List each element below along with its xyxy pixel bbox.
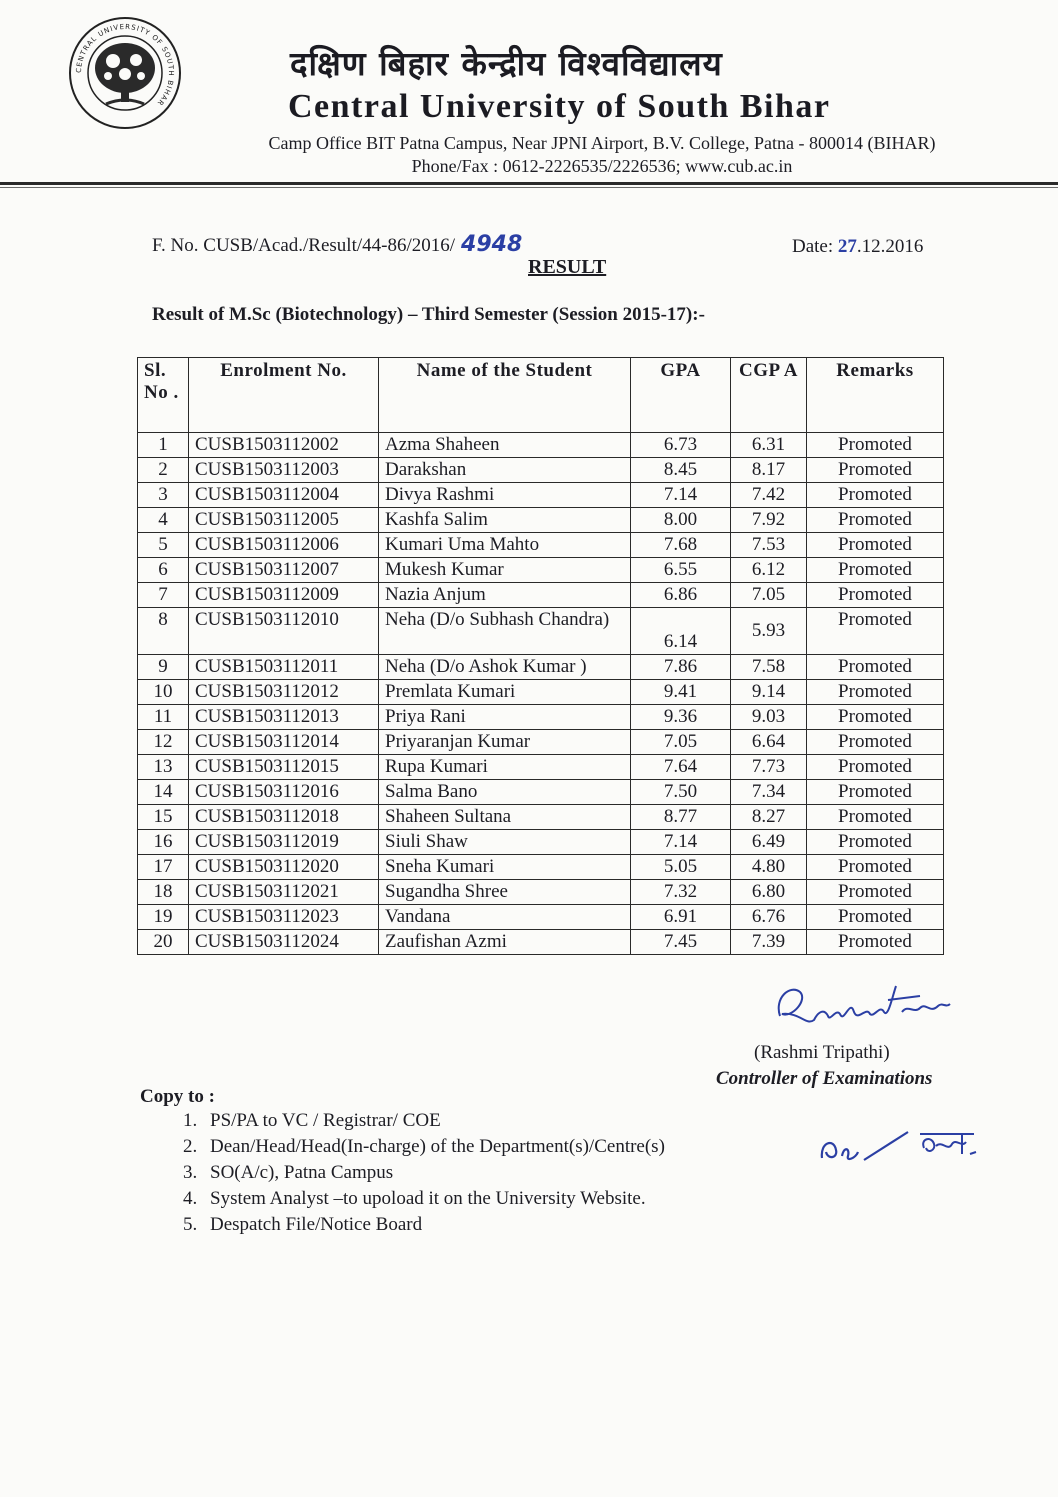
cell-enrolment: CUSB1503112005 — [189, 508, 379, 533]
cell-remarks: Promoted — [807, 533, 944, 558]
cell-name: Sugandha Shree — [379, 880, 631, 905]
header-divider-thin — [0, 187, 1058, 188]
cell-remarks: Promoted — [807, 458, 944, 483]
cell-name: Vandana — [379, 905, 631, 930]
list-item: 1. PS/PA to VC / Registrar/ COE — [202, 1108, 665, 1134]
header-sl-no: Sl. No . — [138, 358, 189, 433]
file-number-prefix: F. No. CUSB/Acad./Result/44-86/2016/ — [152, 235, 456, 256]
cell-gpa: 6.55 — [631, 558, 731, 583]
cell-enrolment: CUSB1503112010 — [189, 608, 379, 655]
copy-to-list — [160, 1108, 665, 1238]
cell-cgpa: 9.03 — [731, 705, 807, 730]
cell-enrolment: CUSB1503112021 — [189, 880, 379, 905]
cell-remarks: Promoted — [807, 433, 944, 458]
table-row — [138, 655, 944, 680]
cell-remarks: Promoted — [807, 930, 944, 955]
header-remarks: Remarks — [807, 358, 944, 433]
cell-remarks: Promoted — [807, 880, 944, 905]
cell-remarks: Promoted — [807, 508, 944, 533]
table-row — [138, 558, 944, 583]
cell-gpa: 5.05 — [631, 855, 731, 880]
cell-gpa: 7.14 — [631, 483, 731, 508]
table-row — [138, 880, 944, 905]
cell-gpa: 7.14 — [631, 830, 731, 855]
cell-remarks: Promoted — [807, 680, 944, 705]
handwritten-initials — [816, 1118, 986, 1178]
cell-cgpa: 6.80 — [731, 880, 807, 905]
table-row — [138, 483, 944, 508]
cell-enrolment: CUSB1503112014 — [189, 730, 379, 755]
cell-enrolment: CUSB1503112011 — [189, 655, 379, 680]
list-item: 3. SO(A/c), Patna Campus — [202, 1160, 665, 1186]
cell-sl: 7 — [138, 583, 189, 608]
cell-remarks: Promoted — [807, 583, 944, 608]
cell-cgpa: 7.34 — [731, 780, 807, 805]
cell-enrolment: CUSB1503112013 — [189, 705, 379, 730]
cell-cgpa: 6.31 — [731, 433, 807, 458]
cell-cgpa: 6.64 — [731, 730, 807, 755]
cell-name: Divya Rashmi — [379, 483, 631, 508]
cell-enrolment: CUSB1503112018 — [189, 805, 379, 830]
file-number-handwritten: 4948 — [461, 232, 523, 257]
cell-cgpa: 6.49 — [731, 830, 807, 855]
header-enrolment: Enrolment No. — [189, 358, 379, 433]
cell-cgpa: 7.05 — [731, 583, 807, 608]
cell-cgpa: 8.17 — [731, 458, 807, 483]
cell-enrolment: CUSB1503112012 — [189, 680, 379, 705]
cell-sl: 1 — [138, 433, 189, 458]
cell-remarks: Promoted — [807, 905, 944, 930]
cell-sl: 6 — [138, 558, 189, 583]
cell-name: Azma Shaheen — [379, 433, 631, 458]
list-item: 5. Despatch File/Notice Board — [202, 1212, 665, 1238]
table-row — [138, 780, 944, 805]
table-row — [138, 905, 944, 930]
cell-sl: 3 — [138, 483, 189, 508]
cell-cgpa: 7.73 — [731, 755, 807, 780]
cell-cgpa: 7.53 — [731, 533, 807, 558]
cell-sl: 16 — [138, 830, 189, 855]
cell-gpa: 7.68 — [631, 533, 731, 558]
signatory-designation: Controller of Examinations — [716, 1068, 933, 1089]
cell-enrolment: CUSB1503112007 — [189, 558, 379, 583]
cell-remarks: Promoted — [807, 805, 944, 830]
cell-sl: 17 — [138, 855, 189, 880]
table-row — [138, 755, 944, 780]
cell-name: Nazia Anjum — [379, 583, 631, 608]
cell-name: Darakshan — [379, 458, 631, 483]
date-rest: .12.2016 — [856, 236, 924, 257]
university-name-hindi: दक्षिण बिहार केन्द्रीय विश्वविद्यालय — [290, 44, 723, 83]
cell-gpa: 7.32 — [631, 880, 731, 905]
cell-gpa: 6.73 — [631, 433, 731, 458]
cell-remarks: Promoted — [807, 730, 944, 755]
cell-enrolment: CUSB1503112006 — [189, 533, 379, 558]
cell-gpa: 7.64 — [631, 755, 731, 780]
date-handwritten-day: 27 — [837, 236, 857, 257]
cell-sl: 5 — [138, 533, 189, 558]
cell-cgpa: 7.42 — [731, 483, 807, 508]
cell-name: Priyaranjan Kumar — [379, 730, 631, 755]
cell-sl: 12 — [138, 730, 189, 755]
file-number — [152, 232, 522, 257]
result-subheading: Result of M.Sc (Biotechnology) – Third Semester (Session 2015-17):- — [152, 304, 705, 325]
cell-cgpa: 5.93 — [731, 608, 807, 655]
cell-remarks: Promoted — [807, 755, 944, 780]
cell-enrolment: CUSB1503112016 — [189, 780, 379, 805]
cell-sl: 9 — [138, 655, 189, 680]
cell-remarks: Promoted — [807, 855, 944, 880]
list-item: 2. Dean/Head/Head(In-charge) of the Department(s)/Centre(s) — [202, 1134, 665, 1160]
cell-sl: 19 — [138, 905, 189, 930]
cell-name: Mukesh Kumar — [379, 558, 631, 583]
cell-sl: 18 — [138, 880, 189, 905]
cell-name: Kumari Uma Mahto — [379, 533, 631, 558]
table-row — [138, 583, 944, 608]
cell-gpa: 6.86 — [631, 583, 731, 608]
list-item: 4. System Analyst –to upoload it on the University Website. — [202, 1186, 665, 1212]
cell-gpa: 9.41 — [631, 680, 731, 705]
table-row — [138, 433, 944, 458]
header-cgpa: CGP A — [731, 358, 807, 433]
signatory-name: (Rashmi Tripathi) — [754, 1042, 890, 1063]
cell-name: Priya Rani — [379, 705, 631, 730]
cell-sl: 10 — [138, 680, 189, 705]
cell-enrolment: CUSB1503112002 — [189, 433, 379, 458]
cell-cgpa: 8.27 — [731, 805, 807, 830]
cell-enrolment: CUSB1503112020 — [189, 855, 379, 880]
cell-enrolment: CUSB1503112009 — [189, 583, 379, 608]
cell-name: Shaheen Sultana — [379, 805, 631, 830]
cell-gpa: 7.05 — [631, 730, 731, 755]
cell-gpa: 7.86 — [631, 655, 731, 680]
cell-remarks: Promoted — [807, 558, 944, 583]
result-table — [137, 357, 944, 955]
cell-sl: 8 — [138, 608, 189, 655]
cell-cgpa: 6.12 — [731, 558, 807, 583]
header-divider — [0, 182, 1058, 185]
cell-gpa: 8.77 — [631, 805, 731, 830]
cell-cgpa: 7.92 — [731, 508, 807, 533]
cell-enrolment: CUSB1503112015 — [189, 755, 379, 780]
table-row — [138, 680, 944, 705]
copy-to-label: Copy to : — [140, 1086, 215, 1107]
table-row — [138, 458, 944, 483]
cell-gpa: 6.14 — [631, 608, 731, 655]
table-row — [138, 830, 944, 855]
date-label: Date: — [792, 236, 838, 257]
cell-sl: 20 — [138, 930, 189, 955]
table-row — [138, 608, 944, 655]
cell-cgpa: 4.80 — [731, 855, 807, 880]
cell-name: Rupa Kumari — [379, 755, 631, 780]
cell-sl: 2 — [138, 458, 189, 483]
cell-name: Sneha Kumari — [379, 855, 631, 880]
header-student-name: Name of the Student — [379, 358, 631, 433]
page-title: RESULT — [528, 256, 607, 278]
cell-sl: 15 — [138, 805, 189, 830]
cell-name: Salma Bano — [379, 780, 631, 805]
university-seal-logo — [68, 16, 182, 130]
table-row — [138, 855, 944, 880]
university-name-english: Central University of South Bihar — [288, 88, 831, 125]
table-row — [138, 705, 944, 730]
cell-name: Siuli Shaw — [379, 830, 631, 855]
cell-enrolment: CUSB1503112019 — [189, 830, 379, 855]
table-row — [138, 805, 944, 830]
header-gpa: GPA — [631, 358, 731, 433]
seal-text: CENTRAL UNIVERSITY OF SOUTH BIHAR — [74, 22, 176, 108]
table-row — [138, 533, 944, 558]
cell-cgpa: 9.14 — [731, 680, 807, 705]
cell-sl: 4 — [138, 508, 189, 533]
cell-remarks: Promoted — [807, 655, 944, 680]
cell-gpa: 7.50 — [631, 780, 731, 805]
address-line-2: Phone/Fax : 0612-2226535/2226536; www.cub.ac.in — [411, 156, 793, 176]
handwritten-signature — [770, 978, 960, 1038]
cell-enrolment: CUSB1503112003 — [189, 458, 379, 483]
cell-sl: 14 — [138, 780, 189, 805]
table-row — [138, 508, 944, 533]
cell-enrolment: CUSB1503112023 — [189, 905, 379, 930]
cell-enrolment: CUSB1503112024 — [189, 930, 379, 955]
address-line-1: Camp Office BIT Patna Campus, Near JPNI Airport, B.V. College, Patna - 800014 (BIHAR) — [268, 133, 936, 153]
cell-name: Neha (D/o Ashok Kumar ) — [379, 655, 631, 680]
result-table-body — [138, 433, 944, 955]
cell-remarks: Promoted — [807, 780, 944, 805]
cell-remarks: Promoted — [807, 705, 944, 730]
cell-gpa: 8.45 — [631, 458, 731, 483]
cell-name: Premlata Kumari — [379, 680, 631, 705]
cell-cgpa: 6.76 — [731, 905, 807, 930]
cell-gpa: 8.00 — [631, 508, 731, 533]
cell-gpa: 9.36 — [631, 705, 731, 730]
cell-remarks: Promoted — [807, 830, 944, 855]
table-row — [138, 730, 944, 755]
cell-remarks: Promoted — [807, 483, 944, 508]
university-address — [202, 132, 1002, 178]
cell-remarks: Promoted — [807, 608, 944, 655]
cell-name: Zaufishan Azmi — [379, 930, 631, 955]
cell-gpa: 7.45 — [631, 930, 731, 955]
table-header-row — [138, 358, 944, 433]
table-row — [138, 930, 944, 955]
cell-enrolment: CUSB1503112004 — [189, 483, 379, 508]
cell-sl: 11 — [138, 705, 189, 730]
cell-cgpa: 7.58 — [731, 655, 807, 680]
document-date — [792, 236, 923, 258]
cell-name: Neha (D/o Subhash Chandra) — [379, 608, 631, 655]
cell-sl: 13 — [138, 755, 189, 780]
cell-cgpa: 7.39 — [731, 930, 807, 955]
cell-gpa: 6.91 — [631, 905, 731, 930]
cell-name: Kashfa Salim — [379, 508, 631, 533]
